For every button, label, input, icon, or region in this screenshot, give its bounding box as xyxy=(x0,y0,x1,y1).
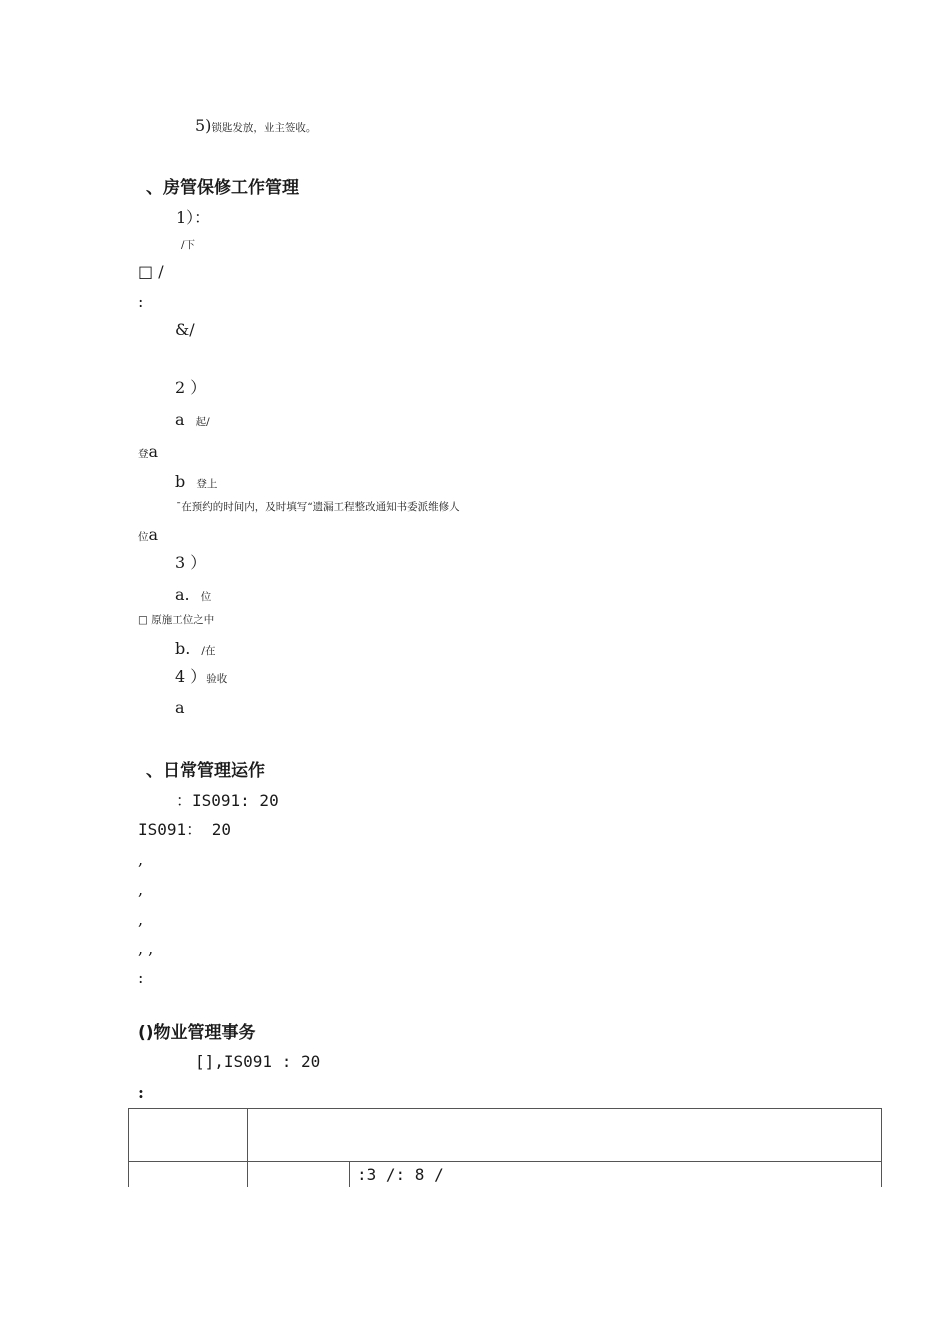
table-col-divider-2 xyxy=(349,1161,350,1187)
item-4-text: 验收 xyxy=(206,673,228,685)
label-a-dot: a. xyxy=(175,585,190,604)
daily-comma-4: , , xyxy=(138,939,154,958)
item-3a-text: 位 xyxy=(200,591,212,603)
repair-item-4 xyxy=(175,669,227,685)
repair-item-2-number: 2 ） xyxy=(175,378,207,397)
table-col-divider-1 xyxy=(247,1109,248,1187)
item-text: 锁匙发放，业主签收。 xyxy=(211,122,317,134)
item-2b-text: 登上 xyxy=(196,478,218,490)
item-3b-text: /在 xyxy=(201,645,216,657)
daily-comma-3: , xyxy=(138,910,144,929)
section-heading-daily: 、日常管理运作 xyxy=(146,761,265,781)
deng-text: 登 xyxy=(138,448,149,460)
repair-item-1-box: □ / xyxy=(138,262,164,281)
daily-iso-line-1: ：IS091: 20 xyxy=(176,791,279,810)
repair-item-2-deng xyxy=(138,444,158,460)
item-5 xyxy=(195,118,316,134)
repair-item-3-number: 3 ） xyxy=(175,553,207,572)
section-heading-repair: 、房管保修工作管理 xyxy=(146,178,299,198)
affairs-iso-line: [],IS091 : 20 xyxy=(195,1052,321,1071)
repair-item-2a xyxy=(175,412,210,428)
daily-colon: : xyxy=(138,968,144,987)
wei-a: a xyxy=(148,525,159,544)
item-4-number: 4 ） xyxy=(175,667,207,686)
label-b: b xyxy=(175,472,186,491)
repair-item-4-a: a xyxy=(175,698,185,717)
section-heading-affairs: ()物业管理事务 xyxy=(138,1023,256,1043)
table-row-2-text: :3 /: 8 / xyxy=(357,1165,444,1184)
label-b-dot: b. xyxy=(175,639,191,658)
item-2a-text: 起/ xyxy=(195,416,210,428)
daily-iso-line-2: IS091： 20 xyxy=(138,820,232,839)
wei-text: 位 xyxy=(138,531,149,543)
daily-comma-1: , xyxy=(138,850,144,869)
repair-item-2-long-text: ˉ在预约的时间内，及时填写“遗漏工程整改通知书委派维修人 xyxy=(176,501,460,513)
deng-a: a xyxy=(148,442,159,461)
affairs-table xyxy=(128,1108,882,1187)
affairs-colon: : xyxy=(138,1083,144,1102)
repair-item-2b xyxy=(175,474,217,490)
repair-item-3-box: □ 原施工位之中 xyxy=(138,614,215,626)
label-a: a xyxy=(175,410,185,429)
repair-item-3a xyxy=(175,587,211,603)
repair-item-1-colon: : xyxy=(138,292,144,311)
repair-item-1-number: 1）： xyxy=(176,208,211,227)
item-number: 5) xyxy=(195,116,212,135)
repair-item-2-wei xyxy=(138,527,158,543)
daily-comma-2: , xyxy=(138,880,144,899)
repair-item-1-amp: &/ xyxy=(175,320,195,339)
table-row-divider xyxy=(129,1161,881,1162)
repair-item-1-sub: /下 xyxy=(181,239,196,251)
repair-item-3b xyxy=(175,641,215,657)
